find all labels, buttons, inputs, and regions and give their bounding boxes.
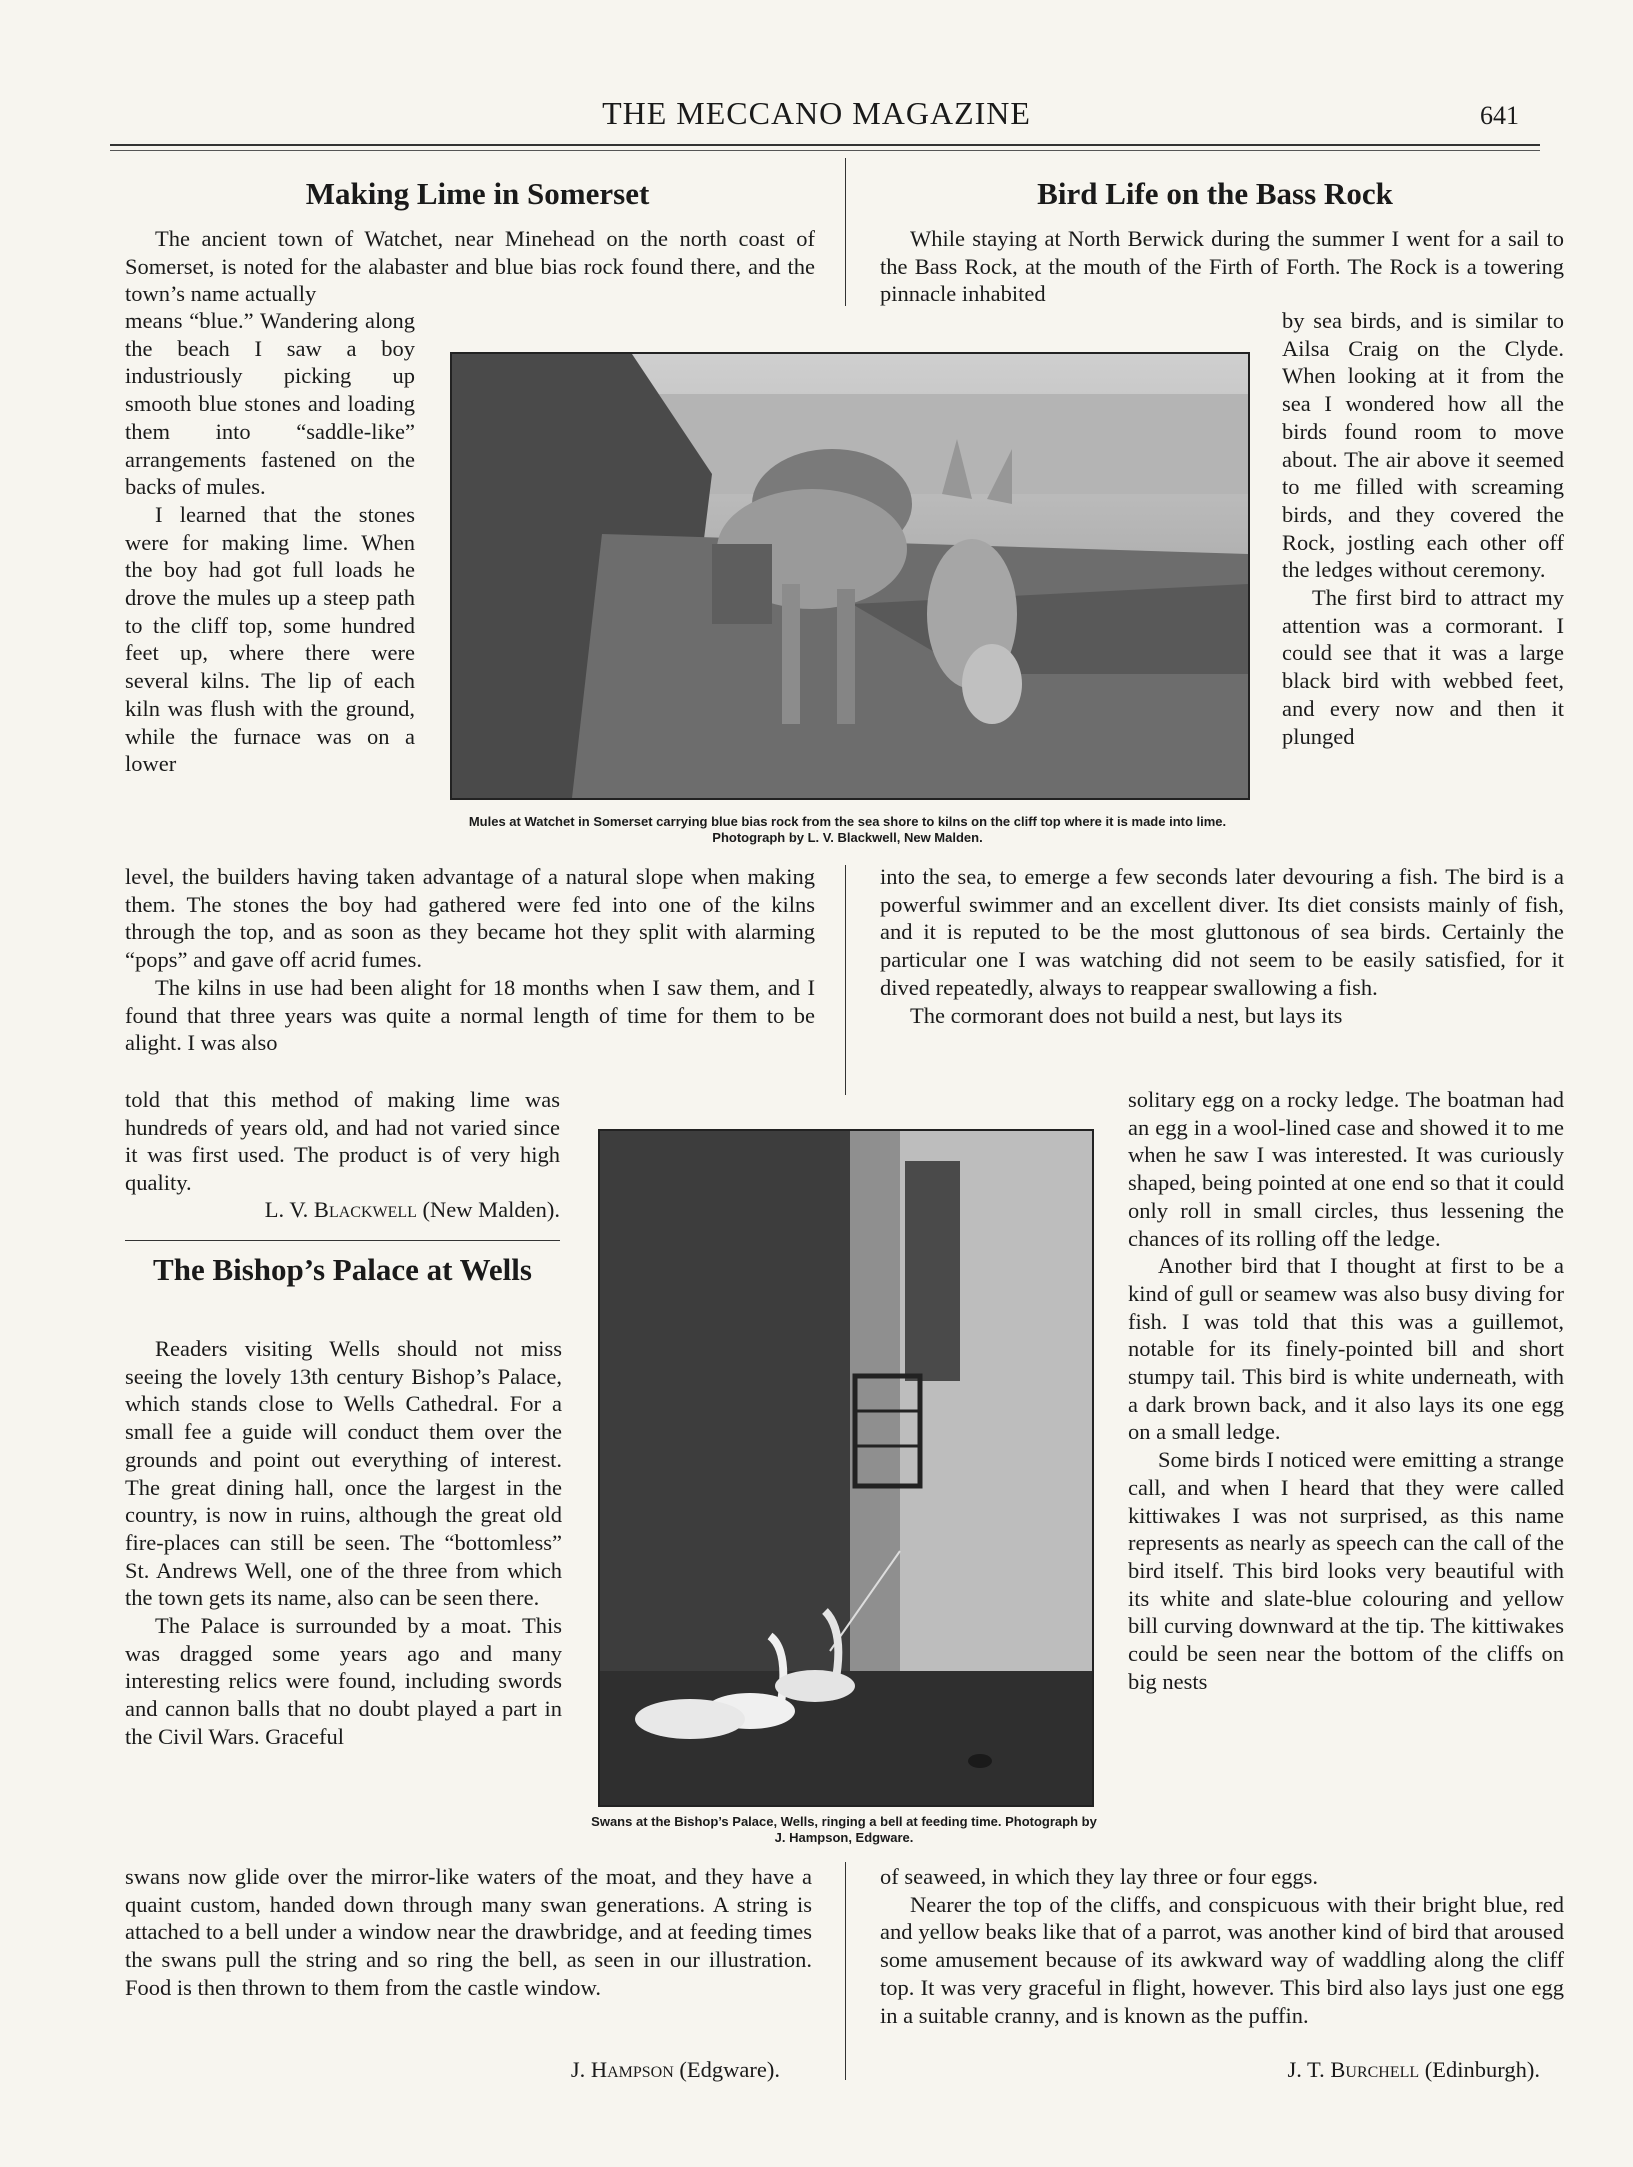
lime-paragraph-3b: told that this method of making lime was hundreds of years old, and had not varied since it was first used. The product is of very high quality. [125, 1087, 560, 1196]
lime-byline: L. V. Blackwell (New Malden). [264, 1197, 560, 1222]
bird-article-title: Bird Life on the Bass Rock [1037, 176, 1393, 211]
column-divider-top [845, 158, 846, 306]
lime-paragraph-1a: The ancient town of Watchet, near Minehead on the north coast of Somerset, is noted for the alabaster and blue bias rock found there, and the town’s name actually [125, 226, 815, 307]
header-rule-thin [110, 150, 1540, 151]
bird-text-right-column: by sea birds, and is similar to Ailsa Craig on the Clyde. When looking at it from the sea I wondered how all the birds found room to move about. The air above it seemed to me filled with screaming birds, and they covered the Rock, jostling each other off the ledges without ceremony. The first bird to attract my attention was a cormorant. I could see that it was a large black bird with webbed feet, and every now and then it plunged [1282, 308, 1564, 749]
palace-paragraphs: Readers visiting Wells should not miss seeing the lovely 13th century Bishop’s Palace, which stands close to Wells Cathedral. For a small fee a guide will conduct them over the grounds and point out everything of interest. The great dining hall, once the largest in the country, is now in ruins, although the great old fire-places can still be seen. The “bottomless” St. Andrews Well, one of the three from which the town gets its name, also can be seen there. The Palace is surrounded by a moat. This was dragged some years ago and many interesting relics were found, including swords and cannon balls that no doubt played a part in the Civil Wars. Graceful [125, 1336, 562, 1749]
swans-photo [598, 1129, 1094, 1807]
magazine-title: THE MECCANO MAGAZINE [602, 95, 1031, 131]
bird-paragraph-1a: While staying at North Berwick during the summer I went for a sail to the Bass Rock, at the mouth of the Firth of Forth. The Rock is a towering pinnacle inhabited [880, 226, 1564, 307]
palace-byline: J. Hampson (Edgware). [570, 2057, 780, 2082]
palace-paragraph-2b: swans now glide over the mirror-like waters of the moat, and they have a quaint custom, handed down through many swan generations. A string is attached to a bell under a window near the drawbridge, and at feeding times the swans pull the string and so ring the bell, as seen in our illustration. Food is then thrown to them from the castle window. [125, 1864, 812, 2000]
mules-photo [450, 352, 1250, 800]
article-separator [125, 1240, 560, 1241]
bird-text-beside-swans: solitary egg on a rocky ledge. The boatman had an egg in a wool-lined case and showed it to me when he saw I was interested. It was curiously shaped, being pointed at one end so that it could only roll in small circles, thus lessening the chances of its rolling off the ledge. Another bird that I thought at first to be a kind of gull or seamew was also busy diving for fish. I was told that this was a guillemot, notable for its finely-pointed bill and short stumpy tail. This bird is white underneath, with a dark brown back, and it also lays its one egg on a small ledge. Some birds I noticed were emitting a strange call, and when I heard that they were called kittiwakes I was not surprised, as this name represents as nearly as speech can the call of the bird itself. This bird looks very beautiful with its white and slate-blue colouring and yellow bill curving downward at the tip. The kittiwakes could be seen near the bottom of the cliffs on big nests [1128, 1087, 1564, 1694]
bird-paragraph-2b: into the sea, to emerge a few seconds later devouring a fish. The bird is a powerful swimmer and an excellent diver. Its diet consists mainly of fish, and it is reputed to be the most gluttonous of sea birds. Certainly the particular one I was watching did not seem to be easily satisfied, for it dived repeatedly, always to reappear swallowing a fish. The cormorant does not build a nest, but lays its [880, 864, 1564, 1028]
header-rule [110, 144, 1540, 146]
column-divider-middle [845, 865, 846, 1095]
mules-photo-caption: Mules at Watchet in Somerset carrying blue bias rock from the sea shore to kilns on the cliff top where it is made into lime. Photograph by L. V. Blackwell, New Malden. [468, 814, 1227, 845]
bird-byline: J. T. Burchell (Edinburgh). [1287, 2057, 1540, 2082]
page-number: 641 [1480, 101, 1519, 130]
bird-paragraph-final: of seaweed, in which they lay three or four eggs. Nearer the top of the cliffs, and conspicuous with their bright blue, red and yellow beaks like that of a parrot, was another kind of bird that aroused some amusement because of its awkward way of waddling along the cliff top. It was very graceful in flight, however. This bird also lays just one egg in a suitable cranny, and is known as the puffin. [880, 1864, 1564, 2028]
palace-article-title: The Bishop’s Palace at Wells [153, 1252, 532, 1287]
lime-text-left-column: means “blue.” Wandering along the beach I saw a boy industriously picking up smooth blue stones and loading them into “saddle-like” arrangements fastened on the backs of mules. I learned that the stones were for making lime. When the boy had got full loads he drove the mules up a steep path to the cliff top, some hundred feet up, where there were several kilns. The lip of each kiln was flush with the ground, while the furnace was on a lower [125, 308, 415, 777]
swans-photo-caption: Swans at the Bishop’s Palace, Wells, ringing a bell at feeding time. Photograph by J. Hampson, Edgware. [591, 1814, 1097, 1845]
column-divider-bottom [845, 1862, 846, 2080]
lime-paragraph-2c: level, the builders having taken advantage of a natural slope when making them. The stones the boy had gathered were fed into one of the kilns through the top, and as soon as they became hot they split with alarming “pops” and gave off acrid fumes. The kilns in use had been alight for 18 months when I saw them, and I found that three years was quite a normal length of time for them to be alight. I was also [125, 864, 815, 1056]
lime-article-title: Making Lime in Somerset [305, 176, 650, 211]
